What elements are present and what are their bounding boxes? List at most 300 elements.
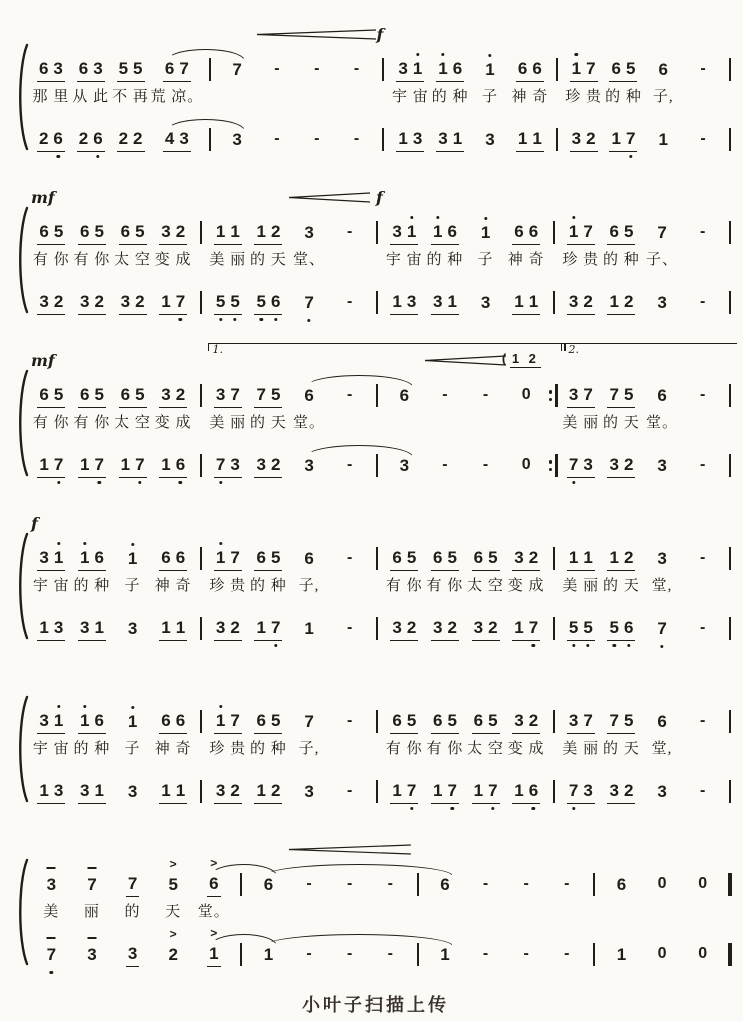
barline xyxy=(200,384,202,407)
note-digit: 1 xyxy=(658,130,668,149)
lower-voice-duration-dash: - xyxy=(347,945,353,962)
note-digit: 1 xyxy=(127,712,138,731)
note-digit: 3 xyxy=(46,875,57,894)
note xyxy=(400,456,409,476)
note xyxy=(529,222,538,242)
note-digit: 3 xyxy=(583,781,593,800)
note xyxy=(447,292,456,312)
barline xyxy=(553,221,555,244)
barline xyxy=(417,943,419,966)
barline xyxy=(376,221,378,244)
lyric-syllable: 子 xyxy=(481,89,498,105)
note-digit: 1 xyxy=(79,455,90,474)
note xyxy=(128,782,137,802)
note xyxy=(453,59,462,79)
note-digit: 6 xyxy=(392,711,402,730)
volta-tick xyxy=(561,343,563,351)
note xyxy=(392,548,401,568)
upper-voice-note-group xyxy=(567,222,595,245)
note-digit: 2 xyxy=(270,455,281,474)
lower-voice-note-group xyxy=(472,618,500,641)
lower-voice-duration-dash: - xyxy=(347,619,353,636)
upper-voice-duration-dash: - xyxy=(700,60,706,77)
lower-voice-note-group xyxy=(570,129,598,152)
note-digit: 7 xyxy=(87,875,97,894)
upper-voice-duration-dash: - xyxy=(442,386,448,403)
upper-voice-duration-dash: - xyxy=(353,60,360,77)
note-digit: 3 xyxy=(79,781,90,800)
note-digit: 3 xyxy=(39,548,49,567)
note xyxy=(392,618,401,638)
note xyxy=(79,129,88,149)
lyric-syllable: 美 丽 xyxy=(562,415,600,431)
note xyxy=(80,222,89,242)
upper-voice-note-group xyxy=(214,548,242,571)
note-digit: 7 xyxy=(568,455,579,474)
note xyxy=(121,385,130,405)
note xyxy=(165,59,174,79)
lyric-syllable: 从 此 xyxy=(72,89,110,105)
note-digit: 7 xyxy=(609,711,619,730)
note-digit: 6 xyxy=(658,60,668,79)
lower-voice-duration-dash: - xyxy=(347,456,353,473)
lyric-syllable: 的 种 xyxy=(426,252,464,268)
upper-voice-note-group xyxy=(431,711,459,734)
note-digit: 3 xyxy=(432,292,443,311)
final-barline xyxy=(728,873,733,896)
upper-voice-duration-dash: - xyxy=(306,875,312,892)
lower-voice-duration-dash: - xyxy=(347,293,353,310)
lower-voice-note-group xyxy=(512,781,540,804)
note-digit: 3 xyxy=(657,456,667,475)
note-digit: 7 xyxy=(53,455,64,474)
note xyxy=(94,455,103,475)
lower-voice-note-group xyxy=(126,619,139,641)
lower-voice-note-group xyxy=(390,781,418,804)
system-brace xyxy=(14,179,31,315)
note xyxy=(161,618,170,638)
note xyxy=(433,711,442,731)
lower-voice-note-group xyxy=(78,781,106,804)
barline xyxy=(200,780,202,803)
octave-dot-below xyxy=(138,481,141,484)
note xyxy=(433,548,442,568)
system-brace xyxy=(14,505,31,641)
lower-voice-note-group xyxy=(37,781,65,804)
note xyxy=(488,548,497,568)
note xyxy=(54,548,63,568)
note-digit: 3 xyxy=(161,222,171,241)
note-digit: 5 xyxy=(215,292,226,311)
note-digit: 5 xyxy=(256,292,266,311)
note xyxy=(232,60,241,80)
lyric-syllable: 的 种 xyxy=(250,741,287,757)
upper-voice-note-group xyxy=(207,856,220,897)
note xyxy=(80,385,89,405)
lower-voice-duration-dash: - xyxy=(482,456,489,473)
lower-voice-note-group xyxy=(126,944,139,967)
upper-voice-duration-dash: - xyxy=(347,549,353,566)
system xyxy=(14,342,737,478)
upper-voice-duration-dash: - xyxy=(700,712,706,729)
note-digit: 6 xyxy=(39,222,49,241)
lyric-syllable: 的 天 xyxy=(603,741,640,757)
note xyxy=(657,619,666,639)
lower-voice-duration-dash: - xyxy=(347,782,353,799)
note-digit: 7 xyxy=(568,781,579,800)
note xyxy=(624,548,633,568)
note xyxy=(440,875,449,895)
note-digit: 1 xyxy=(209,944,219,963)
note xyxy=(609,292,618,312)
note xyxy=(256,222,265,242)
note xyxy=(80,292,89,312)
note xyxy=(447,222,456,242)
barline xyxy=(376,710,378,733)
lower-voice-duration-dash: - xyxy=(482,945,489,962)
note-digit: 6 xyxy=(609,222,619,241)
lyric-syllable: 堂, xyxy=(651,578,673,594)
lower-voice-note-group xyxy=(117,129,145,152)
note-digit: 6 xyxy=(120,222,131,241)
lyric-syllable: 子, xyxy=(298,741,320,757)
upper-voice-duration-dash: - xyxy=(700,223,706,240)
note xyxy=(54,618,63,638)
lower-voice-note-group xyxy=(159,781,187,804)
upper-voice-note-group xyxy=(45,875,58,897)
upper-voice-note-group xyxy=(78,222,106,245)
barline xyxy=(553,291,555,314)
note xyxy=(119,59,128,79)
note xyxy=(94,618,103,638)
lower-voice-note-group xyxy=(615,945,628,967)
note xyxy=(39,711,48,731)
note xyxy=(54,781,63,801)
note xyxy=(657,549,666,569)
note-digit: 5 xyxy=(447,548,457,567)
system-brace xyxy=(14,16,31,152)
lower-voice-note-group xyxy=(37,129,65,152)
note xyxy=(128,712,137,732)
note xyxy=(80,548,89,568)
note xyxy=(176,292,185,312)
barline xyxy=(376,617,378,640)
note xyxy=(586,129,595,149)
note xyxy=(583,455,592,475)
note xyxy=(271,455,280,475)
note xyxy=(176,385,185,405)
note-digit: 5 xyxy=(94,385,104,404)
note-digit: 3 xyxy=(406,292,417,311)
upper-voice-note-group xyxy=(483,60,496,82)
lyric-syllable: 天 xyxy=(165,904,182,920)
octave-dot-below xyxy=(179,481,182,484)
note xyxy=(135,455,144,475)
note xyxy=(453,129,462,149)
upper-voice-note-group xyxy=(431,548,459,571)
note-digit: 2 xyxy=(447,618,457,637)
tie-arc xyxy=(264,934,453,946)
note-digit: 1 xyxy=(215,711,226,730)
note-digit: 1 xyxy=(480,223,491,242)
lower-voice-note-group xyxy=(85,945,98,967)
note xyxy=(94,385,103,405)
note-digit: 1 xyxy=(94,618,104,637)
note xyxy=(54,385,63,405)
upper-voice-note-group xyxy=(390,222,418,245)
note-digit: 3 xyxy=(215,781,226,800)
lyric-syllable: 堂、 xyxy=(293,252,326,268)
upper-voice-note-group xyxy=(78,548,106,571)
lyric-syllable: 堂。 xyxy=(197,904,230,920)
note xyxy=(514,292,523,312)
note-digit: 1 xyxy=(256,222,266,241)
upper-voice-note-group xyxy=(37,385,65,408)
barline xyxy=(593,943,595,966)
note-digit: 7 xyxy=(406,781,417,800)
note-digit: 7 xyxy=(609,385,619,404)
note xyxy=(569,618,578,638)
tenuto-mark xyxy=(47,937,56,939)
note xyxy=(657,223,666,243)
lower-voice-duration-dash: - xyxy=(700,293,706,310)
note xyxy=(583,222,592,242)
lyric-syllable: 堂。 xyxy=(646,415,679,431)
note-digit: 1 xyxy=(440,945,450,964)
note-digit: 5 xyxy=(625,59,636,78)
note xyxy=(232,130,241,150)
note xyxy=(94,781,103,801)
upper-voice-note-group xyxy=(567,548,595,571)
note xyxy=(583,781,592,801)
note-digit: 3 xyxy=(79,292,90,311)
note xyxy=(216,292,225,312)
note-digit: 3 xyxy=(230,455,240,474)
note xyxy=(572,129,581,149)
note-digit: 2 xyxy=(230,618,240,637)
note-digit: 3 xyxy=(583,455,593,474)
upper-voice-note-group xyxy=(117,59,145,82)
lower-voice-duration-dash: - xyxy=(387,945,393,962)
note-digit: 6 xyxy=(473,711,484,730)
note-digit: 2 xyxy=(270,222,281,241)
lyric-syllable: 太 空 xyxy=(467,741,504,757)
note xyxy=(609,455,618,475)
note-digit: 1 xyxy=(514,292,524,311)
octave-dot-above xyxy=(57,705,60,708)
note-digit: 6 xyxy=(392,548,402,567)
lyric-syllable: 珍 贵 xyxy=(209,741,247,757)
upper-voice-rest-note: 0 xyxy=(657,875,667,892)
lower-voice-note-group xyxy=(607,292,635,315)
note-digit: 7 xyxy=(586,59,596,78)
note-digit: 3 xyxy=(657,293,667,312)
lyric-syllable: 变 成 xyxy=(507,578,545,594)
lower-voice-note-group xyxy=(78,292,106,315)
upper-voice-duration-dash: - xyxy=(482,386,489,403)
note-digit: 6 xyxy=(161,711,171,730)
upper-voice-note-group xyxy=(78,385,106,408)
note xyxy=(39,129,48,149)
note-digit: 1 xyxy=(161,618,171,637)
note xyxy=(93,59,102,79)
lower-voice-note-group xyxy=(214,618,242,641)
note-digit: 2 xyxy=(623,292,634,311)
barline xyxy=(729,58,731,81)
note-digit: 7 xyxy=(127,874,138,893)
note xyxy=(474,548,483,568)
note-digit: 3 xyxy=(53,618,64,637)
note-digit: 1 xyxy=(412,59,423,78)
repeat-dot xyxy=(549,468,553,472)
note xyxy=(128,874,137,894)
note xyxy=(165,129,174,149)
octave-dot-below xyxy=(307,319,310,322)
lower-voice-note-group xyxy=(254,455,282,478)
upper-voice-note-group xyxy=(214,385,242,408)
note-digit: 3 xyxy=(485,130,495,149)
octave-dot-below xyxy=(179,318,182,321)
note-digit: 6 xyxy=(175,548,186,567)
lower-voice-note-group xyxy=(126,782,139,804)
volta-bracket xyxy=(208,343,561,366)
note xyxy=(161,455,170,475)
upper-voice-note-group xyxy=(431,222,459,245)
note-digit: 1 xyxy=(611,129,621,148)
note xyxy=(93,129,102,149)
note-digit: 1 xyxy=(53,548,64,567)
lower-voice-note-group xyxy=(302,619,315,641)
note-digit: 2 xyxy=(118,129,129,148)
lower-voice-note-group xyxy=(166,927,179,967)
barline xyxy=(553,780,555,803)
note xyxy=(433,222,442,242)
note xyxy=(304,782,313,802)
volta-label: 2. xyxy=(568,343,579,356)
upper-voice-note-group xyxy=(438,875,451,897)
note xyxy=(39,59,48,79)
note xyxy=(611,129,620,149)
note xyxy=(271,222,280,242)
note xyxy=(659,130,668,150)
lyric-syllable: 的 种 xyxy=(431,89,469,105)
note xyxy=(407,548,416,568)
upper-voice-note-group xyxy=(85,875,98,897)
note-digit: 5 xyxy=(133,59,143,78)
note-digit: 5 xyxy=(168,875,178,894)
lower-voice-note-group xyxy=(567,455,595,478)
note xyxy=(54,222,63,242)
note-digit: 1 xyxy=(398,129,408,148)
lower-voice-note-group xyxy=(214,292,242,315)
note-digit: 6 xyxy=(304,549,314,568)
note-digit: 3 xyxy=(127,782,138,801)
note-digit: 2 xyxy=(133,129,143,148)
upper-voice-note-group xyxy=(159,548,187,571)
note-digit: 4 xyxy=(164,129,175,148)
octave-dot-above xyxy=(484,217,487,220)
note xyxy=(161,385,170,405)
system-grid xyxy=(31,668,737,804)
note xyxy=(179,129,188,149)
note-digit: 7 xyxy=(528,618,539,637)
lyric-syllable: 美 xyxy=(43,904,60,920)
octave-dot-above xyxy=(131,543,134,546)
note-digit: 5 xyxy=(406,711,417,730)
barline xyxy=(729,221,731,244)
repeat-end-barline xyxy=(549,384,559,407)
lyric-syllable: 有 你 xyxy=(385,741,423,757)
barline xyxy=(200,547,202,570)
upper-voice-note-group xyxy=(37,548,65,571)
note xyxy=(161,548,170,568)
barline xyxy=(729,454,731,477)
note-digit: 7 xyxy=(135,455,145,474)
lyric-syllable: 变 成 xyxy=(154,415,192,431)
note-digit: 1 xyxy=(432,781,443,800)
dynamic-mark: mf xyxy=(31,351,55,370)
lower-voice-rest-note: 0 xyxy=(657,945,667,962)
upper-voice-note-group xyxy=(570,59,598,82)
note xyxy=(392,222,401,242)
note-digit: 6 xyxy=(161,548,171,567)
note xyxy=(176,222,185,242)
lower-voice-note-group xyxy=(254,781,282,804)
note xyxy=(407,781,416,801)
note xyxy=(216,222,225,242)
note xyxy=(569,548,578,568)
note xyxy=(161,781,170,801)
note-digit: 6 xyxy=(452,59,463,78)
note-digit: 3 xyxy=(93,59,103,78)
note xyxy=(447,781,456,801)
note xyxy=(583,548,592,568)
lower-voice-duration-dash: - xyxy=(700,619,706,636)
lower-voice-note-group xyxy=(607,618,635,641)
note xyxy=(39,455,48,475)
volta-bracket xyxy=(561,343,738,366)
lyric-syllable: 的 xyxy=(124,904,141,920)
score xyxy=(14,16,737,967)
note xyxy=(433,618,442,638)
upper-voice-duration-dash: - xyxy=(700,549,706,566)
barline xyxy=(209,58,211,81)
upper-voice-note-group xyxy=(119,385,147,408)
note-digit: 3 xyxy=(609,455,619,474)
lyric-syllable: 有 你 xyxy=(32,415,70,431)
note-digit: 3 xyxy=(304,456,314,475)
lyric-syllable: 有 你 xyxy=(426,741,464,757)
note-digit: 3 xyxy=(392,618,402,637)
dynamic-mark: f xyxy=(31,514,38,533)
octave-dot-below xyxy=(233,318,236,321)
note-digit: 1 xyxy=(304,619,314,638)
note-digit: 6 xyxy=(79,222,90,241)
barline xyxy=(376,454,378,477)
pickup-cue: ( 1 2 xyxy=(501,351,539,366)
note-digit: 3 xyxy=(232,130,242,149)
note xyxy=(488,618,497,638)
note-digit: 6 xyxy=(94,548,104,567)
lyric-syllable: 美 丽 xyxy=(562,578,600,594)
note-digit: 1 xyxy=(485,60,495,79)
note-digit: 3 xyxy=(514,711,524,730)
note xyxy=(53,129,62,149)
note xyxy=(609,548,618,568)
lyric-syllable: 神 奇 xyxy=(154,741,192,757)
upper-voice-note-group xyxy=(230,60,243,82)
note-digit: 5 xyxy=(406,548,417,567)
